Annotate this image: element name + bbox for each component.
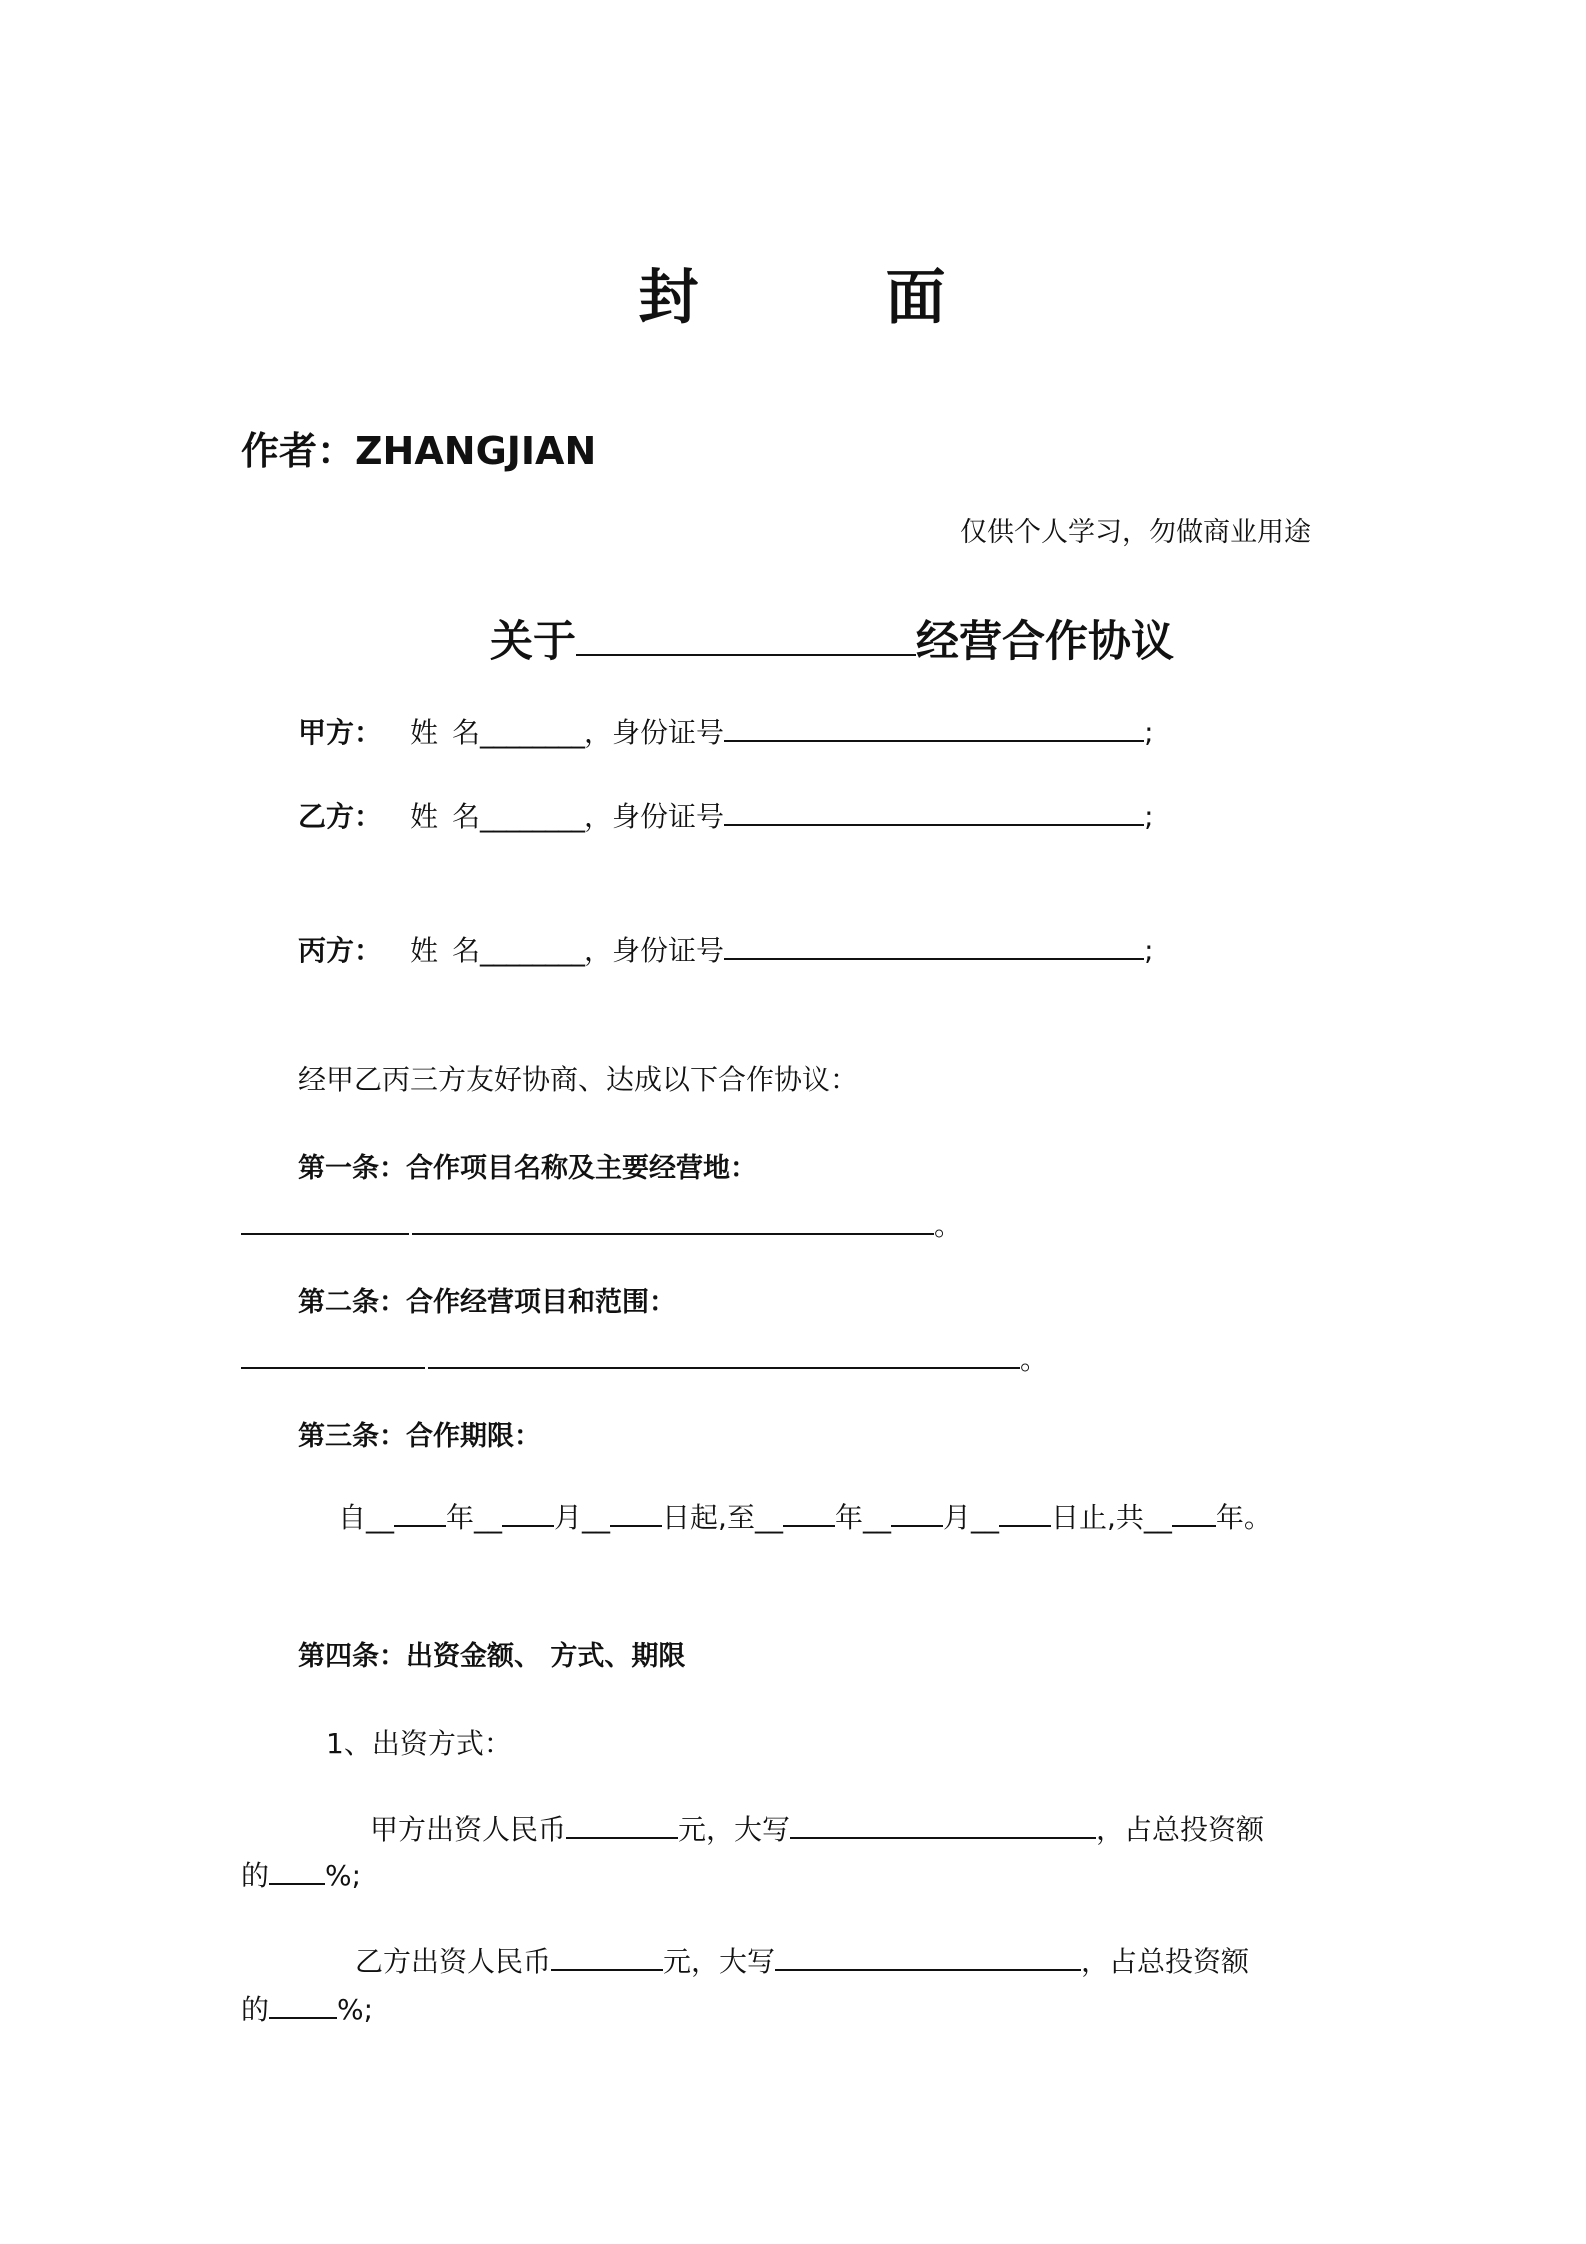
- contribution-b-percent: [241, 1988, 373, 2028]
- party-a-line: [298, 710, 1154, 751]
- amount-words-blank: [790, 1809, 1096, 1839]
- cover-title-left: 封: [638, 263, 701, 333]
- period-year: 年: [446, 1501, 475, 1534]
- of-label: 的: [241, 1859, 270, 1892]
- line-end: ;: [1144, 716, 1154, 749]
- period-line: [338, 1496, 1272, 1536]
- agreement-title-blank: [576, 610, 916, 656]
- share-label: ，占总投资额: [1081, 1945, 1250, 1978]
- percent-label: %;: [325, 1859, 362, 1892]
- name-label: 名: [452, 800, 481, 833]
- party-c-line: [298, 928, 1154, 969]
- period-blank: [394, 1497, 446, 1527]
- period-blank: [502, 1497, 554, 1527]
- amount-words-blank: [775, 1941, 1081, 1971]
- period-blank: [1172, 1497, 1216, 1527]
- id-label: ，身份证号: [584, 800, 725, 833]
- period-blank: __: [366, 1501, 395, 1534]
- period-blank: [610, 1497, 662, 1527]
- period-blank: __: [754, 1501, 783, 1534]
- yuan-label: 元，大写: [678, 1813, 791, 1846]
- article-2-blank-long: [428, 1367, 1020, 1369]
- name-label: 姓: [410, 800, 439, 833]
- article-1-blank-short: [241, 1233, 409, 1235]
- contribution-heading: 1、出资方式：: [326, 1727, 512, 1760]
- period-blank: __: [474, 1501, 503, 1534]
- percent-blank: [269, 1855, 325, 1885]
- period-from: 自: [338, 1501, 367, 1534]
- yuan-label: 元，大写: [663, 1945, 776, 1978]
- article-2-blank-short: [241, 1367, 425, 1369]
- contribution-prefix: 乙方出资人民币: [355, 1945, 552, 1978]
- id-label: ，身份证号: [584, 716, 725, 749]
- id-blank: [724, 928, 1144, 960]
- contribution-b-line: [355, 1940, 1249, 1980]
- of-label: 的: [241, 1993, 270, 2026]
- party-role: 甲方：: [298, 716, 383, 749]
- article-4-heading: 第四条：出资金额、 方式、期限: [298, 1641, 686, 1672]
- party-role: 乙方：: [298, 800, 383, 833]
- article-1-blank-long: [412, 1233, 934, 1235]
- author-line: 作者：ZHANGJIAN: [241, 429, 597, 473]
- amount-blank: [551, 1941, 663, 1971]
- article-1-end: 。: [934, 1209, 963, 1242]
- name-label: 姓: [410, 716, 439, 749]
- intro-text: 经甲乙丙三方友好协商、达成以下合作协议：: [298, 1063, 859, 1096]
- name-blank: ________: [480, 800, 585, 833]
- article-3-heading: 第三条：合作期限：: [298, 1421, 541, 1452]
- name-label: 名: [452, 716, 481, 749]
- article-1-heading: 第一条：合作项目名称及主要经营地：: [298, 1153, 757, 1184]
- article-2-heading: 第二条：合作经营项目和范围：: [298, 1287, 676, 1318]
- period-year: 年: [834, 1501, 863, 1534]
- cover-title: [0, 250, 1586, 336]
- name-label: 名: [452, 934, 481, 967]
- id-label: ，身份证号: [584, 934, 725, 967]
- amount-blank: [566, 1809, 678, 1839]
- period-month: 月: [942, 1501, 971, 1534]
- cover-title-right: 面: [885, 263, 948, 333]
- period-blank: __: [1143, 1501, 1172, 1534]
- party-b-line: [298, 794, 1154, 835]
- period-blank: [891, 1497, 943, 1527]
- contribution-a-percent: [241, 1854, 361, 1894]
- period-day-from: 日起,至: [662, 1501, 755, 1534]
- line-end: ;: [1144, 934, 1154, 967]
- agreement-title-prefix: 关于: [490, 617, 576, 667]
- name-blank: ________: [480, 716, 585, 749]
- percent-blank: [269, 1989, 337, 2019]
- period-blank: [783, 1497, 835, 1527]
- share-label: ，占总投资额: [1096, 1813, 1265, 1846]
- period-month: 月: [554, 1501, 583, 1534]
- name-label: 姓: [410, 934, 439, 967]
- line-end: ;: [1144, 800, 1154, 833]
- percent-label: %;: [337, 1993, 374, 2026]
- party-role: 丙方：: [298, 934, 383, 967]
- period-day-to: 日止,共: [1050, 1501, 1144, 1534]
- contribution-a-line: [370, 1808, 1264, 1848]
- article-2-end: 。: [1020, 1343, 1049, 1376]
- id-blank: [724, 710, 1144, 742]
- agreement-title-suffix: 经营合作协议: [916, 617, 1174, 667]
- period-blank: __: [862, 1501, 891, 1534]
- period-year-end: 年。: [1215, 1501, 1272, 1534]
- usage-notice: 仅供个人学习，勿做商业用途: [960, 517, 1311, 548]
- period-blank: __: [582, 1501, 611, 1534]
- period-blank: __: [970, 1501, 999, 1534]
- name-blank: ________: [480, 934, 585, 967]
- id-blank: [724, 794, 1144, 826]
- agreement-title: [490, 608, 1174, 669]
- contribution-prefix: 甲方出资人民币: [370, 1813, 567, 1846]
- period-blank: [999, 1497, 1051, 1527]
